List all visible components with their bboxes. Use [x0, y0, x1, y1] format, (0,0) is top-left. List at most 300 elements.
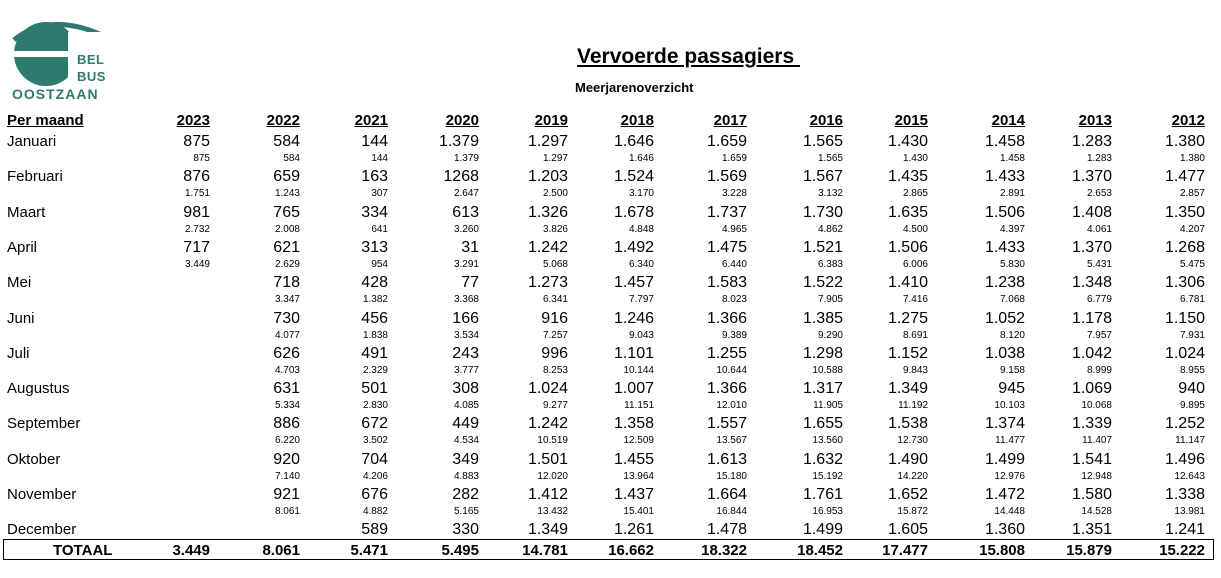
table-row	[0, 133, 1221, 168]
month-label: September	[7, 415, 81, 433]
page-title: Vervoerde passagiers	[577, 45, 800, 68]
cumulative-value: 9.290	[817, 329, 843, 341]
cumulative-value: 6.340	[628, 258, 654, 270]
cumulative-value: 307	[371, 188, 388, 200]
monthly-value: 1.506	[887, 238, 928, 256]
cumulative-value: 1.283	[1086, 153, 1112, 164]
cumulative-value: 2.500	[542, 188, 568, 200]
monthly-value: 1.430	[887, 133, 928, 150]
cumulative-value: 1.382	[362, 294, 388, 306]
year-header-2014: 2014	[991, 112, 1025, 129]
monthly-value: 1.410	[887, 274, 928, 292]
monthly-value: 1.326	[527, 203, 568, 221]
monthly-value: 1.246	[613, 309, 654, 327]
cumulative-value: 9.843	[902, 364, 928, 376]
monthly-value: 1.339	[1071, 415, 1112, 433]
cumulative-value: 4.883	[453, 470, 479, 482]
monthly-value: 621	[273, 238, 300, 256]
cumulative-value: 5.334	[274, 400, 300, 412]
monthly-value: 1.761	[802, 486, 843, 503]
month-label: Oktober	[7, 450, 61, 468]
cumulative-value: 3.534	[453, 329, 479, 341]
total-value: 5.471	[350, 542, 388, 559]
cumulative-value: 2.830	[362, 400, 388, 412]
monthly-value: 1.664	[706, 486, 747, 503]
cumulative-value: 2.647	[453, 188, 479, 200]
monthly-value: 166	[452, 309, 479, 327]
month-label: November	[7, 486, 77, 503]
monthly-value: 1.678	[613, 203, 654, 221]
monthly-value: 1.433	[984, 168, 1025, 186]
monthly-value: 1.496	[1164, 450, 1205, 468]
monthly-value: 428	[361, 274, 388, 292]
monthly-value: 1.557	[706, 415, 747, 433]
cumulative-value: 2.329	[362, 364, 388, 376]
monthly-value: 886	[273, 415, 300, 433]
cumulative-value: 1.838	[362, 329, 388, 341]
monthly-value: 1.605	[887, 521, 928, 539]
cumulative-value: 10.644	[716, 364, 747, 376]
cumulative-value: 8.120	[999, 329, 1025, 341]
cumulative-value: 4.397	[999, 223, 1025, 235]
monthly-value: 876	[183, 168, 210, 186]
cumulative-value: 4.882	[362, 506, 388, 517]
monthly-value: 1.737	[706, 203, 747, 221]
monthly-value: 1.475	[706, 238, 747, 256]
monthly-value: 672	[361, 415, 388, 433]
cumulative-value: 1.659	[721, 153, 747, 164]
cumulative-value: 11.192	[898, 400, 928, 412]
cumulative-value: 15.872	[897, 506, 928, 517]
cumulative-value: 4.848	[628, 223, 654, 235]
monthly-value: 1.349	[887, 380, 928, 398]
table-row	[0, 168, 1221, 203]
cumulative-value: 11.407	[1082, 435, 1112, 447]
month-label: April	[7, 238, 38, 256]
year-header-2023: 2023	[176, 112, 210, 129]
cumulative-value: 16.844	[716, 506, 747, 517]
cumulative-value: 14.528	[1081, 506, 1112, 517]
month-label: December	[7, 521, 77, 539]
monthly-value: 1.455	[613, 450, 654, 468]
cumulative-value: 1.646	[628, 153, 654, 164]
monthly-value: 920	[273, 450, 300, 468]
monthly-value: 1.101	[613, 344, 654, 362]
cumulative-value: 12.976	[994, 470, 1025, 482]
cumulative-value: 1.380	[1179, 153, 1205, 164]
cumulative-value: 2.857	[1179, 188, 1205, 200]
cumulative-value: 12.643	[1174, 470, 1205, 482]
cumulative-value: 13.567	[716, 435, 747, 447]
cumulative-value: 144	[371, 153, 388, 164]
monthly-value: 1.499	[984, 450, 1025, 468]
cumulative-value: 12.020	[537, 470, 568, 482]
monthly-value: 1.499	[802, 521, 843, 539]
monthly-value: 334	[361, 203, 388, 221]
monthly-value: 996	[541, 344, 568, 362]
cumulative-value: 641	[371, 223, 388, 235]
row-header-label: Per maand	[7, 112, 84, 129]
monthly-value: 1.252	[1164, 415, 1205, 433]
monthly-value: 1.541	[1071, 450, 1112, 468]
cumulative-value: 875	[193, 153, 210, 164]
monthly-value: 1.635	[887, 203, 928, 221]
cumulative-value: 5.830	[999, 258, 1025, 270]
monthly-value: 1.297	[527, 133, 568, 150]
total-value: 18.322	[701, 542, 747, 559]
cumulative-value: 6.220	[274, 435, 300, 447]
monthly-value: 1.632	[802, 450, 843, 468]
monthly-value: 1.242	[527, 238, 568, 256]
cumulative-value: 4.085	[453, 400, 479, 412]
monthly-value: 1.458	[984, 133, 1025, 150]
table-row	[0, 380, 1221, 415]
table-row	[0, 239, 1221, 274]
monthly-value: 1.380	[1164, 133, 1205, 150]
cumulative-value: 4.077	[274, 329, 300, 341]
monthly-value: 1.385	[802, 309, 843, 327]
cumulative-value: 9.389	[721, 329, 747, 341]
monthly-value: 730	[273, 309, 300, 327]
monthly-value: 1.652	[887, 486, 928, 503]
cumulative-value: 14.220	[897, 470, 928, 482]
monthly-value: 1.538	[887, 415, 928, 433]
monthly-value: 1.567	[802, 168, 843, 186]
monthly-value: 1.569	[706, 168, 747, 186]
cumulative-value: 4.534	[453, 435, 479, 447]
belbus-logo	[8, 20, 108, 104]
month-label: Februari	[7, 168, 63, 186]
monthly-value: 1.366	[706, 309, 747, 327]
monthly-value: 1.457	[613, 274, 654, 292]
monthly-value: 613	[452, 203, 479, 221]
cumulative-value: 9.043	[628, 329, 654, 341]
monthly-value: 449	[452, 415, 479, 433]
cumulative-value: 12.948	[1081, 470, 1112, 482]
monthly-value: 1.522	[802, 274, 843, 292]
cumulative-value: 16.953	[812, 506, 843, 517]
monthly-value: 1.492	[613, 238, 654, 256]
cumulative-value: 5.068	[542, 258, 568, 270]
cumulative-value: 3.826	[542, 223, 568, 235]
monthly-value: 501	[361, 380, 388, 398]
monthly-value: 718	[273, 274, 300, 292]
total-value: 5.495	[441, 542, 479, 559]
month-label: Mei	[7, 274, 32, 292]
month-label: Januari	[7, 133, 57, 150]
cumulative-value: 4.207	[1179, 223, 1205, 235]
monthly-value: 584	[273, 133, 300, 150]
cumulative-value: 15.401	[623, 506, 654, 517]
total-value: 18.452	[797, 542, 843, 559]
cumulative-value: 3.170	[628, 188, 654, 200]
monthly-value: 1.317	[802, 380, 843, 398]
cumulative-value: 584	[283, 153, 300, 164]
monthly-value: 144	[361, 133, 388, 150]
monthly-value: 1.370	[1071, 238, 1112, 256]
monthly-value: 1.261	[613, 521, 654, 539]
monthly-value: 1.306	[1164, 274, 1205, 292]
monthly-value: 1.255	[706, 344, 747, 362]
monthly-value: 1.238	[984, 274, 1025, 292]
cumulative-value: 1.458	[999, 153, 1025, 164]
logo-text-name: OOSTZAAN	[12, 86, 99, 102]
cumulative-value: 11.151	[624, 400, 654, 412]
monthly-value: 626	[273, 344, 300, 362]
cumulative-value: 8.023	[721, 294, 747, 306]
monthly-value: 491	[361, 344, 388, 362]
cumulative-value: 10.519	[537, 435, 568, 447]
monthly-value: 1.152	[887, 344, 928, 362]
monthly-value: 1.348	[1071, 274, 1112, 292]
monthly-value: 1.374	[984, 415, 1025, 433]
total-value: 3.449	[172, 542, 210, 559]
monthly-value: 456	[361, 309, 388, 327]
monthly-value: 1.437	[613, 486, 654, 503]
cumulative-value: 11.477	[995, 435, 1025, 447]
cumulative-value: 12.509	[623, 435, 654, 447]
cumulative-value: 4.500	[902, 223, 928, 235]
monthly-value: 659	[273, 168, 300, 186]
monthly-value: 1.478	[706, 521, 747, 539]
total-value: 14.781	[522, 542, 568, 559]
cumulative-value: 2.008	[274, 223, 300, 235]
table-row	[0, 415, 1221, 450]
table-row	[0, 486, 1221, 521]
monthly-value: 1.178	[1071, 309, 1112, 327]
total-label: TOTAAL	[53, 542, 113, 559]
monthly-value: 1.580	[1071, 486, 1112, 503]
cumulative-value: 6.781	[1179, 294, 1205, 306]
monthly-value: 1.349	[527, 521, 568, 539]
monthly-value: 163	[361, 168, 388, 186]
cumulative-value: 7.257	[542, 329, 568, 341]
monthly-value: 945	[998, 380, 1025, 398]
monthly-value: 1.506	[984, 203, 1025, 221]
monthly-value: 1.565	[802, 133, 843, 150]
year-header-2015: 2015	[894, 112, 928, 129]
monthly-value: 349	[452, 450, 479, 468]
monthly-value: 1.338	[1164, 486, 1205, 503]
cumulative-value: 6.779	[1086, 294, 1112, 306]
table-row	[0, 204, 1221, 239]
cumulative-value: 3.449	[184, 258, 210, 270]
cumulative-value: 3.368	[453, 294, 479, 306]
monthly-value: 1.524	[613, 168, 654, 186]
monthly-value: 717	[183, 238, 210, 256]
monthly-value: 1.613	[706, 450, 747, 468]
cumulative-value: 11.147	[1175, 435, 1205, 447]
monthly-value: 1.655	[802, 415, 843, 433]
table-row	[0, 345, 1221, 380]
monthly-value: 1.038	[984, 344, 1025, 362]
monthly-value: 308	[452, 380, 479, 398]
cumulative-value: 6.383	[817, 258, 843, 270]
monthly-value: 330	[452, 521, 479, 539]
year-header-2019: 2019	[534, 112, 568, 129]
cumulative-value: 1.297	[542, 153, 568, 164]
monthly-value: 1.412	[527, 486, 568, 503]
cumulative-value: 3.260	[453, 223, 479, 235]
month-label: Augustus	[7, 380, 70, 398]
monthly-value: 765	[273, 203, 300, 221]
monthly-value: 1.273	[527, 274, 568, 292]
monthly-value: 1.298	[802, 344, 843, 362]
monthly-value: 916	[541, 309, 568, 327]
cumulative-value: 9.277	[542, 400, 568, 412]
cumulative-value: 5.431	[1086, 258, 1112, 270]
monthly-value: 1.042	[1071, 344, 1112, 362]
cumulative-value: 8.955	[1179, 364, 1205, 376]
cumulative-value: 4.206	[362, 470, 388, 482]
cumulative-value: 8.061	[274, 506, 300, 517]
cumulative-value: 954	[371, 258, 388, 270]
total-value: 17.477	[882, 542, 928, 559]
monthly-value: 940	[1178, 380, 1205, 398]
cumulative-value: 15.180	[716, 470, 747, 482]
monthly-value: 921	[273, 486, 300, 503]
monthly-value: 1.477	[1164, 168, 1205, 186]
month-label: Juli	[7, 344, 30, 362]
monthly-value: 1.366	[706, 380, 747, 398]
cumulative-value: 7.140	[274, 470, 300, 482]
monthly-value: 1.360	[984, 521, 1025, 539]
table-row	[0, 274, 1221, 309]
cumulative-value: 1.430	[902, 153, 928, 164]
cumulative-value: 12.730	[897, 435, 928, 447]
monthly-value: 589	[361, 521, 388, 539]
monthly-value: 1.203	[527, 168, 568, 186]
cumulative-value: 8.691	[902, 329, 928, 341]
monthly-value: 282	[452, 486, 479, 503]
cumulative-value: 7.931	[1179, 329, 1205, 341]
month-label: Maart	[7, 203, 46, 221]
monthly-value: 1.242	[527, 415, 568, 433]
total-value: 8.061	[262, 542, 300, 559]
cumulative-value: 2.732	[184, 223, 210, 235]
year-header-2018: 2018	[620, 112, 654, 129]
cumulative-value: 3.291	[453, 258, 479, 270]
monthly-value: 1.435	[887, 168, 928, 186]
cumulative-value: 3.347	[274, 294, 300, 306]
monthly-value: 631	[273, 380, 300, 398]
monthly-value: 1.472	[984, 486, 1025, 503]
cumulative-value: 13.981	[1174, 506, 1205, 517]
monthly-value: 1.007	[613, 380, 654, 398]
monthly-value: 1.490	[887, 450, 928, 468]
monthly-value: 1.350	[1164, 203, 1205, 221]
cumulative-value: 2.629	[274, 258, 300, 270]
monthly-value: 1.521	[802, 238, 843, 256]
monthly-value: 981	[183, 203, 210, 221]
total-value: 15.222	[1159, 542, 1205, 559]
monthly-value: 1.024	[1164, 344, 1205, 362]
cumulative-value: 15.192	[812, 470, 843, 482]
year-header-2022: 2022	[266, 112, 300, 129]
cumulative-value: 9.158	[999, 364, 1025, 376]
table-row	[0, 310, 1221, 345]
cumulative-value: 11.905	[813, 400, 843, 412]
cumulative-value: 10.588	[812, 364, 843, 376]
monthly-value: 243	[452, 344, 479, 362]
monthly-value: 1.501	[527, 450, 568, 468]
monthly-value: 1.646	[613, 133, 654, 150]
year-header-2016: 2016	[809, 112, 843, 129]
monthly-value: 704	[361, 450, 388, 468]
cumulative-value: 5.475	[1179, 258, 1205, 270]
monthly-value: 1.069	[1071, 380, 1112, 398]
cumulative-value: 7.416	[902, 294, 928, 306]
monthly-value: 1.433	[984, 238, 1025, 256]
total-value: 15.808	[979, 542, 1025, 559]
monthly-value: 1.358	[613, 415, 654, 433]
cumulative-value: 8.999	[1086, 364, 1112, 376]
cumulative-value: 8.253	[542, 364, 568, 376]
monthly-value: 1.283	[1071, 133, 1112, 150]
cumulative-value: 2.865	[902, 188, 928, 200]
cumulative-value: 2.891	[999, 188, 1025, 200]
monthly-value: 1.730	[802, 203, 843, 221]
monthly-value: 1.150	[1164, 309, 1205, 327]
year-header-2021: 2021	[354, 112, 388, 129]
cumulative-value: 10.068	[1081, 400, 1112, 412]
monthly-value: 1.659	[706, 133, 747, 150]
monthly-value: 1.583	[706, 274, 747, 292]
cumulative-value: 12.010	[716, 400, 747, 412]
cumulative-value: 10.144	[623, 364, 654, 376]
cumulative-value: 2.653	[1086, 188, 1112, 200]
monthly-value: 1.370	[1071, 168, 1112, 186]
monthly-value: 313	[361, 238, 388, 256]
cumulative-value: 1.751	[184, 188, 210, 200]
monthly-value: 1.241	[1164, 521, 1205, 539]
monthly-value: 676	[361, 486, 388, 503]
cumulative-value: 1.379	[453, 153, 479, 164]
cumulative-value: 1.243	[274, 188, 300, 200]
total-value: 15.879	[1066, 542, 1112, 559]
cumulative-value: 7.905	[817, 294, 843, 306]
cumulative-value: 6.341	[542, 294, 568, 306]
year-header-2013: 2013	[1078, 112, 1112, 129]
monthly-value: 77	[461, 274, 479, 292]
cumulative-value: 14.448	[994, 506, 1025, 517]
table-row	[0, 451, 1221, 486]
monthly-value: 31	[461, 238, 479, 256]
cumulative-value: 6.006	[902, 258, 928, 270]
cumulative-value: 1.565	[817, 153, 843, 164]
cumulative-value: 13.432	[537, 506, 568, 517]
cumulative-value: 13.560	[812, 435, 843, 447]
monthly-value: 1268	[443, 168, 479, 186]
monthly-value: 1.379	[438, 133, 479, 150]
monthly-value: 875	[183, 133, 210, 150]
monthly-value: 1.408	[1071, 203, 1112, 221]
total-value: 16.662	[608, 542, 654, 559]
year-header-2020: 2020	[445, 112, 479, 129]
cumulative-value: 7.957	[1086, 329, 1112, 341]
logo-text-bus: BUS	[77, 69, 106, 84]
cumulative-value: 9.895	[1179, 400, 1205, 412]
page-subtitle: Meerjarenoverzicht	[575, 80, 694, 95]
cumulative-value: 4.965	[721, 223, 747, 235]
logo-text-bel: BEL	[77, 52, 105, 67]
cumulative-value: 4.862	[817, 223, 843, 235]
cumulative-value: 3.777	[453, 364, 479, 376]
monthly-value: 1.024	[527, 380, 568, 398]
year-header-2017: 2017	[713, 112, 747, 129]
monthly-value: 1.351	[1071, 521, 1112, 539]
cumulative-value: 3.502	[362, 435, 388, 447]
